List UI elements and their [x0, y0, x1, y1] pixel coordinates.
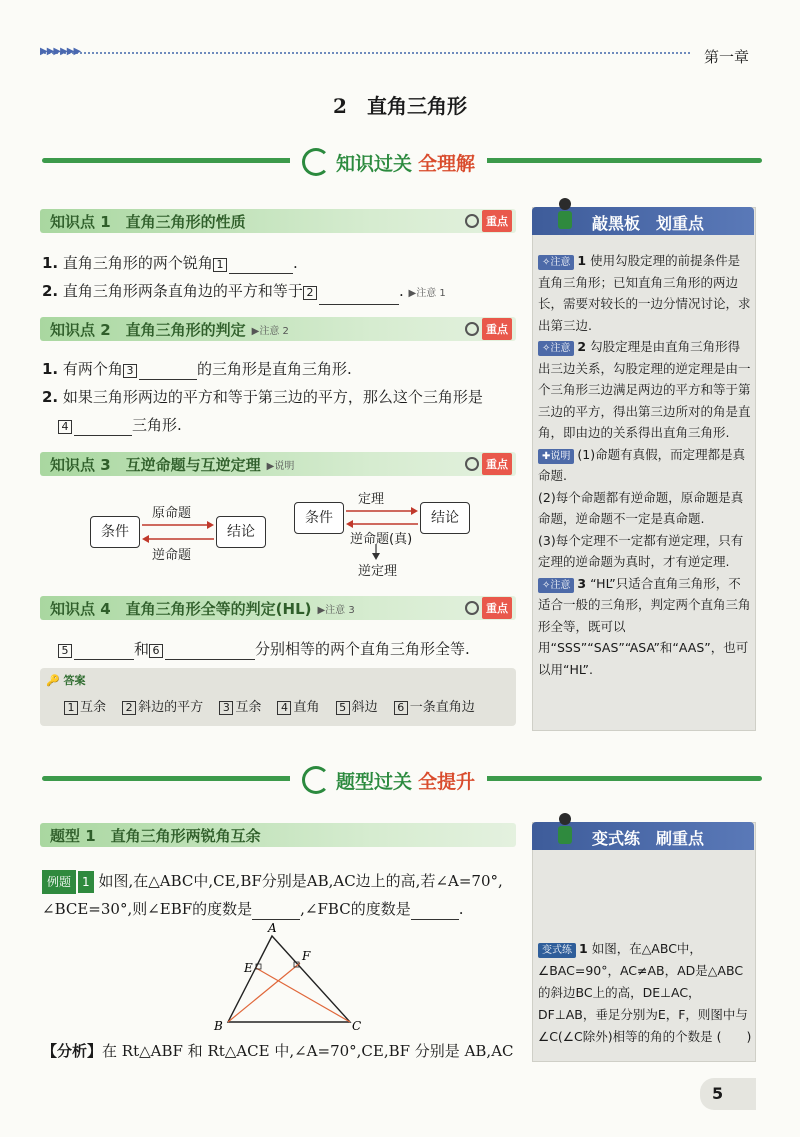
original-proposition-label: 原命题 — [152, 506, 192, 521]
banner-left: 知识过关 — [336, 152, 413, 175]
chapter-label: 第一章 — [704, 48, 750, 66]
practice-tag: 变式练 — [538, 943, 576, 958]
answer-item: 5 斜边 — [336, 700, 378, 715]
answer-panel — [40, 668, 516, 726]
answer-paren[interactable]: ( ) — [716, 1029, 752, 1044]
vertex-label-C: C — [352, 1019, 362, 1032]
side-panel-body — [538, 250, 752, 680]
target-icon — [465, 601, 479, 615]
vertex-label-F: F — [302, 949, 311, 963]
blank[interactable] — [229, 257, 293, 274]
key-badge — [460, 452, 516, 476]
k2-line-2: 2. 如果三角形两边的平方和等于第三边的平方，那么这个三角形是 — [42, 388, 483, 406]
page-title: 2 直角三角形 — [333, 94, 467, 118]
example-tag: 例题 — [42, 870, 76, 894]
target-icon — [465, 214, 479, 228]
knowledge-title: 知识点 4 直角三角形全等的判定(HL) — [50, 599, 312, 618]
answer-box: 3 — [123, 364, 137, 378]
answer-item: 3 互余 — [219, 700, 261, 715]
page-number: 5 — [712, 1084, 724, 1103]
k2-line-1: 1. 有两个角 3 的三角形是直角三角形. — [42, 360, 352, 378]
blank[interactable] — [411, 903, 459, 920]
swirl-icon — [302, 766, 330, 794]
k1-line-2: 2. 直角三角形两条直角边的平方和等于 2 . ▶注意 1 — [42, 280, 446, 305]
answer-box: 5 — [58, 644, 72, 658]
example-number: 1 — [78, 871, 94, 893]
note-1: ✧注意 1 使用勾股定理的前提条件是直角三角形；已知直角三角形的两边长，需要对较长的一边分情况讨论，求出第三边. — [538, 253, 751, 333]
side-panel-header — [532, 822, 754, 850]
section-banner-knowledge — [290, 148, 487, 176]
target-icon — [465, 457, 479, 471]
k4-line: 5 和 6 分别相等的两个直角三角形全等. — [58, 638, 470, 660]
knowledge-bar-2 — [40, 317, 516, 341]
conclusion-box: 结论 — [216, 516, 266, 548]
section-banner-types — [290, 766, 487, 794]
note-link[interactable]: ▶注意 2 — [251, 325, 289, 337]
blank[interactable] — [165, 643, 255, 660]
explanation: ✚说明 (1)命题有真假，而定理都是真命题. — [538, 446, 746, 483]
example-line-2: ∠BCE=30°,则∠EBF的度数是 ,∠FBC的度数是 . — [42, 900, 464, 918]
blank[interactable] — [74, 419, 132, 436]
note-tag: ✧注意 — [538, 341, 574, 356]
knowledge-bar-3 — [40, 452, 516, 476]
student-icon — [550, 812, 580, 848]
swirl-icon — [302, 148, 330, 176]
answer-item: 6 一条直角边 — [394, 700, 475, 715]
note-2: ✧注意 2 勾股定理是由直角三角形得出三边关系，勾股定理的逆定理是由一个三角形三边满足两边的平方和等于第三边的平方，得出第三边所对的角是直角，即由边的关系得出直角三角形. — [538, 339, 751, 440]
theorem-label: 定理 — [358, 492, 385, 507]
note-link[interactable]: ▶注意 3 — [317, 604, 355, 616]
condition-box: 条件 — [294, 502, 344, 534]
triangle-figure — [210, 922, 370, 1032]
conclusion-box: 结论 — [420, 502, 470, 534]
side-panel-header — [532, 207, 754, 235]
answer-item: 2 斜边的平方 — [122, 700, 203, 715]
k2-line-3: 4 三角形. — [58, 414, 182, 436]
key-label: 重点 — [482, 453, 512, 475]
note-link[interactable]: ▶注意 1 — [408, 288, 446, 299]
knowledge-title: 知识点 2 直角三角形的判定 — [50, 320, 246, 339]
converse-diagram — [88, 506, 278, 563]
answer-list — [64, 696, 487, 715]
answer-box: 6 — [149, 644, 163, 658]
key-badge — [460, 317, 516, 341]
knowledge-title: 知识点 1 直角三角形的性质 — [50, 212, 246, 231]
answer-box: 1 — [213, 258, 227, 272]
banner-left: 题型过关 — [336, 770, 413, 793]
blank[interactable] — [139, 363, 197, 380]
side-panel-title: 敲黑板 划重点 — [592, 214, 705, 233]
answer-item: 1 互余 — [64, 700, 106, 715]
note-tag: ✧注意 — [538, 255, 574, 270]
note-tag: ✧注意 — [538, 578, 574, 593]
answer-box: 2 — [303, 286, 317, 300]
answer-box: 4 — [58, 420, 72, 434]
blank[interactable] — [319, 288, 399, 305]
teacher-icon — [550, 197, 580, 233]
example-line-1: 例题 1 如图,在△ABC中,CE,BF分别是AB,AC边上的高,若∠A=70°, — [42, 870, 503, 894]
blank[interactable] — [252, 903, 300, 920]
answer-item: 4 直角 — [277, 700, 319, 715]
blank[interactable] — [74, 643, 134, 660]
type-bar-1: 题型 1 直角三角形两锐角互余 — [40, 823, 516, 847]
k1-line-1: 1. 直角三角形的两个锐角 1 . — [42, 254, 298, 272]
knowledge-bar-4 — [40, 596, 516, 620]
key-badge — [460, 209, 516, 233]
side-panel-title: 变式练 刷重点 — [592, 829, 705, 848]
explanation-2: (2)每个命题都有逆命题，原命题是真命题，逆命题不一定是真命题. — [538, 489, 744, 526]
inverse-proposition-label: 逆命题 — [152, 548, 192, 563]
key-badge — [460, 596, 516, 620]
vertex-label-A: A — [268, 922, 277, 935]
vertex-label-E: E — [244, 961, 253, 975]
knowledge-title: 知识点 3 互逆命题与互逆定理 — [50, 455, 261, 474]
header-arrows: ▶▶▶▶▶▶ — [40, 46, 81, 57]
answer-tag: 🔑 答案 — [46, 674, 86, 687]
inverse-theorem-label: 逆定理 — [358, 564, 398, 579]
note-tag: ✚说明 — [538, 449, 574, 464]
theorem-diagram — [294, 492, 474, 579]
knowledge-bar-1 — [40, 209, 516, 233]
key-label: 重点 — [482, 210, 512, 232]
note-link[interactable]: ▶说明 — [266, 460, 295, 472]
page-number-tab — [700, 1078, 756, 1110]
key-label: 重点 — [482, 597, 512, 619]
explanation-3: (3)每个定理不一定都有逆定理，只有定理的逆命题为真时，才有逆定理. — [538, 532, 744, 569]
condition-box: 条件 — [90, 516, 140, 548]
target-icon — [465, 322, 479, 336]
vertex-label-B: B — [214, 1019, 223, 1032]
banner-right: 全提升 — [418, 770, 476, 793]
banner-right: 全理解 — [418, 152, 476, 175]
header-rule — [40, 52, 690, 54]
inverse-true-label: 逆命题(真) — [350, 532, 413, 547]
practice-body: 变式练 1 如图，在△ABC中，∠BAC=90°，AC≠AB，AD是△ABC的斜边BC上的高，DE⊥AC，DF⊥AB，垂足分别为E，F，则图中与∠C(∠C除外)相等的角的个数是 ( ) — [538, 941, 752, 1044]
key-label: 重点 — [482, 318, 512, 340]
note-3: ✧注意 3 “HL”只适合直角三角形，不适合一般的三角形，判定两个直角三角形全等，既可以用“SSS”“SAS”“ASA”和“AAS”，也可以用“HL”. — [538, 575, 751, 677]
analysis-line: 【分析】在 Rt△ABF 和 Rt△ACE 中,∠A=70°,CE,BF 分别是 AB,AC — [42, 1042, 514, 1060]
